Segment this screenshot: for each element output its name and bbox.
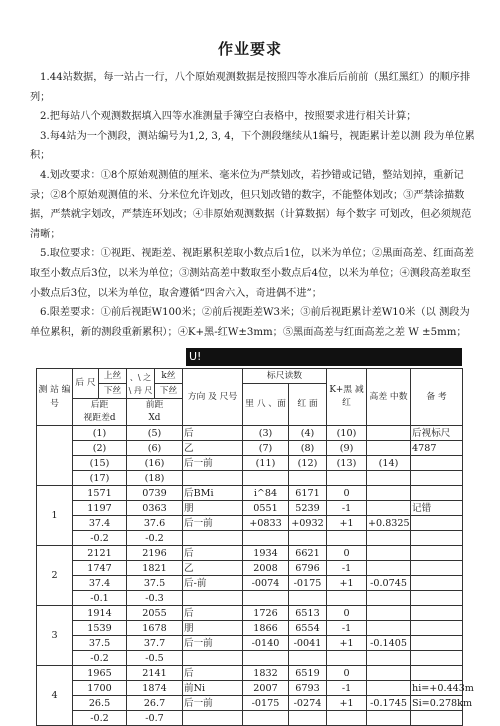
legend-red-reading: (4) — [289, 426, 327, 441]
station-1-k-check: -1 — [327, 501, 367, 516]
station-4-height-mean — [367, 711, 411, 726]
station-number: 1 — [37, 486, 73, 546]
station-2-k-check: -1 — [327, 561, 367, 576]
legend-back-dist: (1) — [73, 426, 127, 441]
station-4-height-mean — [367, 666, 411, 681]
legend-direction: 乙 — [183, 441, 243, 456]
station-1-black-reading: +0833 — [243, 516, 289, 531]
station-2-red-reading: 6621 — [289, 546, 327, 561]
table-row — [37, 561, 463, 576]
station-number: 3 — [37, 606, 73, 666]
header-front-dist — [127, 399, 183, 426]
station-2-direction: 后 — [183, 546, 243, 561]
station-1-height-mean: +0.8325 — [368, 517, 410, 529]
legend-remark — [411, 456, 463, 471]
station-4-remark: hi=+0.443m — [412, 682, 474, 694]
header-remarks: 备 考 — [411, 369, 463, 426]
station-4-remark: Si=0.278km — [412, 697, 473, 709]
legend-direction: 后 — [183, 426, 243, 441]
table-row — [37, 606, 463, 621]
station-4-red-reading: 6793 — [289, 681, 327, 696]
table-row — [37, 576, 463, 591]
station-1-front-dist: 0363 — [127, 501, 183, 516]
station-1-height-mean — [367, 531, 411, 546]
header-height-diff-mean: 高差 中数 — [367, 369, 411, 426]
legend-back-dist: (15) — [73, 456, 127, 471]
station-1-direction — [183, 531, 243, 546]
legend-k-check — [327, 471, 367, 486]
station-2-red-reading — [289, 591, 327, 606]
station-3-direction: 后一前 — [183, 636, 243, 651]
station-4-remark — [411, 666, 463, 681]
station-3-k-check: 0 — [327, 606, 367, 621]
station-1-direction: 朋 — [183, 501, 243, 516]
table-row — [37, 681, 463, 696]
header-sum-d-label: Xd — [148, 413, 161, 423]
requirement-5: 5.取位要求：①视距、视距差、视距累积差取小数点后1位，以米为单位；②黑面高差、红面高差取至小数点后3位，以米为单位；③测站高差中数取至小数点后4位，以米为单位；④测段高差取至小数点后3位，以米为单位，取舍遵循“四舍六入，奇进偶不进”； — [30, 248, 474, 299]
table-body — [37, 426, 474, 726]
station-1-black-reading: 0551 — [243, 501, 289, 516]
station-2-height-mean — [367, 561, 411, 576]
station-1-front-dist: -0.2 — [127, 531, 183, 546]
station-3-black-reading: 1866 — [243, 621, 289, 636]
station-2-remark — [411, 576, 463, 591]
station-1-back-dist: 1197 — [73, 501, 127, 516]
station-3-direction — [183, 651, 243, 666]
header-back-ruler: 后 尺 — [73, 369, 99, 399]
page-title: 作业要求 — [217, 40, 282, 58]
station-4-red-reading: 6519 — [289, 666, 327, 681]
station-3-front-dist: -0.5 — [127, 651, 183, 666]
header-direction-ruler: 方向 及 尺号 — [183, 369, 243, 426]
table-row — [37, 516, 463, 531]
station-4-remark — [411, 711, 463, 726]
station-3-front-dist: 1678 — [127, 621, 183, 636]
requirement-1: 1.44站数据，每一站占一行，八个原始观测数据是按照四等水准后后前前（黑红黑红）的顺序排列； — [30, 72, 471, 103]
station-1-back-dist: -0.2 — [73, 531, 127, 546]
station-3-k-check: -1 — [327, 621, 367, 636]
station-2-direction — [183, 591, 243, 606]
station-2-k-check: +1 — [327, 576, 367, 591]
header-back-dist — [73, 399, 127, 426]
station-1-front-dist: 0739 — [127, 486, 183, 501]
station-3-k-check: +1 — [327, 636, 367, 651]
station-2-remark — [411, 546, 463, 561]
station-4-back-dist: 1965 — [73, 666, 127, 681]
requirement-3: 3.每4站为一个测段，测站编号为1,2, 3, 4，下个测段继续从1编号，视距累计差以测 段为单位累积； — [30, 130, 475, 162]
legend-back-dist: (17) — [73, 471, 127, 486]
legend-height-mean — [367, 441, 411, 456]
station-4-red-reading: -0274 — [289, 696, 327, 711]
station-3-height-mean — [367, 651, 411, 666]
station-3-black-reading — [243, 651, 289, 666]
station-2-direction: 后-前 — [183, 576, 243, 591]
table-row — [37, 531, 463, 546]
station-2-height-mean: -0.0745 — [367, 576, 411, 591]
station-4-front-dist: -0.7 — [127, 711, 183, 726]
station-2-front-dist: 1821 — [127, 561, 183, 576]
station-2-back-dist: 37.4 — [73, 576, 127, 591]
station-1-back-dist: 1571 — [73, 486, 127, 501]
legend-front-dist: (5) — [127, 426, 183, 441]
requirement-4: 4.划改要求：①8个原始观测值的厘米、毫米位为严禁划改，若抄错或记错，整站划掉，重新记录；②8个原始观测值的米、分米位允许划改，但只划改错的数字，不能整体划改；③严禁涂描数据，严禁就字划改，严禁连环划改；④非原始观测数据（计算数据）每个数字 可划改，但必须规范清晰； — [30, 169, 472, 240]
station-3-height-mean — [367, 606, 411, 621]
station-1-black-reading: i^84 — [243, 486, 289, 501]
station-1-red-reading: +0932 — [289, 516, 327, 531]
station-4-direction: 前Ni — [183, 681, 243, 696]
station-2-direction: 乙 — [183, 561, 243, 576]
legend-red-reading: (8) — [289, 441, 327, 456]
station-2-k-check — [327, 591, 367, 606]
legend-height-mean — [367, 471, 411, 486]
station-4-height-mean — [367, 681, 411, 696]
station-4-back-dist: 1700 — [73, 681, 127, 696]
station-2-remark — [411, 561, 463, 576]
station-1-front-dist: 37.6 — [127, 516, 183, 531]
legend-remark — [411, 471, 463, 486]
header-red-face: 红 面 — [289, 384, 327, 426]
header-ruler-reading: 标尺读数 — [243, 369, 327, 384]
station-4-k-check: +1 — [327, 696, 367, 711]
legend-k-check: (13) — [327, 456, 367, 471]
table-row — [37, 591, 463, 606]
header-upper-wire-1: 上丝 — [99, 369, 127, 384]
station-2-height-mean — [367, 591, 411, 606]
station-1-remark — [411, 531, 463, 546]
station-number: 4 — [37, 666, 73, 726]
legend-front-dist: (6) — [127, 441, 183, 456]
requirements-list — [30, 68, 476, 342]
legend-k-check: (9) — [327, 441, 367, 456]
legend-red-reading — [289, 471, 327, 486]
station-4-front-dist: 1874 — [127, 681, 183, 696]
station-4-k-check — [327, 711, 367, 726]
station-2-back-dist: -0.1 — [73, 591, 127, 606]
station-4-black-reading — [243, 711, 289, 726]
station-2-k-check: 0 — [327, 546, 367, 561]
station-2-back-dist: 1747 — [73, 561, 127, 576]
station-3-back-dist: 37.5 — [73, 636, 127, 651]
station-3-remark — [411, 651, 463, 666]
table-header — [37, 369, 463, 426]
header-k-wire: k丝 — [155, 369, 183, 384]
table-row — [37, 471, 463, 486]
station-1-k-check: 0 — [327, 486, 367, 501]
station-2-front-dist: 37.5 — [127, 576, 183, 591]
station-1-height-mean — [367, 486, 411, 501]
station-3-black-reading: -0140 — [243, 636, 289, 651]
station-4-back-dist: 26.5 — [73, 696, 127, 711]
station-4-black-reading: 2007 — [243, 681, 289, 696]
station-3-back-dist: -0.2 — [73, 651, 127, 666]
station-4-red-reading — [289, 711, 327, 726]
table-row — [37, 426, 463, 441]
station-3-black-reading: 1726 — [243, 606, 289, 621]
legend-height-mean: (14) — [367, 456, 411, 471]
station-1-height-mean — [367, 501, 411, 516]
station-2-black-reading: -0074 — [243, 576, 289, 591]
table-row — [37, 546, 463, 561]
station-4-direction: 后一前 — [183, 696, 243, 711]
station-2-black-reading — [243, 591, 289, 606]
legend-red-reading: (12) — [289, 456, 327, 471]
header-back-dist-label: 后距 — [90, 400, 109, 410]
leveling-record-table — [36, 368, 474, 726]
legend-front-dist: (18) — [127, 471, 183, 486]
legend-black-reading: (3) — [243, 426, 289, 441]
header-k-black-minus-red: K+黑 减 红 — [327, 369, 367, 426]
station-3-front-dist: 2055 — [127, 606, 183, 621]
station-number — [37, 426, 73, 486]
header-lower-wire-1: 下丝 — [99, 384, 127, 399]
station-3-remark — [411, 606, 463, 621]
station-3-k-check — [327, 651, 367, 666]
station-3-height-mean — [367, 621, 411, 636]
station-3-remark — [411, 636, 463, 651]
station-3-red-reading: 6513 — [289, 606, 327, 621]
table-row — [37, 666, 463, 681]
legend-black-reading: (7) — [243, 441, 289, 456]
station-3-back-dist: 1914 — [73, 606, 127, 621]
station-1-direction: 后BMi — [183, 486, 243, 501]
station-3-remark — [411, 621, 463, 636]
station-1-k-check — [327, 531, 367, 546]
station-4-direction: 后 — [183, 666, 243, 681]
station-3-height-mean: -0.1405 — [367, 636, 411, 651]
station-number: 2 — [37, 546, 73, 606]
header-front-ruler: 、\ 之 \ 丹 尺 — [127, 369, 155, 399]
station-2-front-dist: -0.3 — [127, 591, 183, 606]
station-3-direction: 朋 — [183, 621, 243, 636]
station-3-direction: 后 — [183, 606, 243, 621]
station-4-black-reading: -0175 — [243, 696, 289, 711]
station-4-back-dist: -0.2 — [73, 711, 127, 726]
table-row — [37, 636, 463, 651]
table-row — [37, 486, 463, 501]
station-2-height-mean — [367, 546, 411, 561]
legend-height-mean — [367, 426, 411, 441]
station-3-red-reading: 6554 — [289, 621, 327, 636]
header-station-no: 测 站 编 号 — [37, 369, 73, 426]
station-1-remark — [411, 516, 463, 531]
header-sight-diff-label: 视距差d — [83, 413, 116, 423]
station-4-k-check: -1 — [327, 681, 367, 696]
station-2-red-reading: 6796 — [289, 561, 327, 576]
station-2-black-reading: 2008 — [243, 561, 289, 576]
legend-remark: 后视标尺 — [411, 426, 463, 441]
station-2-red-reading: -0175 — [289, 576, 327, 591]
header-lower-wire-2: 下丝 — [155, 384, 183, 399]
station-4-height-mean: -0.1745 — [367, 696, 411, 711]
station-3-red-reading — [289, 651, 327, 666]
station-3-red-reading: -0041 — [289, 636, 327, 651]
legend-black-reading — [243, 471, 289, 486]
requirement-2: 2.把每站八个观测数据填入四等水准测量手簿空白表格中，按照要求进行相关计算； — [40, 111, 417, 123]
station-1-red-reading: 5239 — [289, 501, 327, 516]
legend-direction — [183, 471, 243, 486]
table-row — [37, 456, 463, 471]
station-2-back-dist: 2121 — [73, 546, 127, 561]
station-4-front-dist: 26.7 — [127, 696, 183, 711]
station-4-black-reading: 1832 — [243, 666, 289, 681]
station-1-red-reading — [289, 531, 327, 546]
station-1-back-dist: 37.4 — [73, 516, 127, 531]
station-2-black-reading: 1934 — [243, 546, 289, 561]
table-row — [37, 696, 463, 711]
legend-remark: 4787 — [411, 441, 463, 456]
station-4-front-dist: 2141 — [127, 666, 183, 681]
station-1-direction: 后一前 — [183, 516, 243, 531]
legend-front-dist: (16) — [127, 456, 183, 471]
table-row — [37, 621, 463, 636]
station-3-back-dist: 1539 — [73, 621, 127, 636]
table-row — [37, 651, 463, 666]
station-1-k-check: +1 — [327, 516, 367, 531]
table-row — [37, 711, 463, 726]
station-4-k-check: 0 — [327, 666, 367, 681]
table-row — [37, 501, 463, 516]
table-title-bar: U! — [186, 348, 462, 366]
legend-back-dist: (2) — [73, 441, 127, 456]
legend-k-check: (10) — [327, 426, 367, 441]
station-1-remark — [411, 486, 463, 501]
requirement-6: 6.限差要求：①前后视距W100米；②前后视距差W3米；③前后视距累计差W10米（以 测段为单位累积，新的测段重新累积）；④K+黑-红W±3mm；⑤黑面高差与红面高差之差 W ±5mm； — [30, 307, 470, 338]
legend-black-reading: (11) — [243, 456, 289, 471]
station-1-black-reading — [243, 531, 289, 546]
station-3-front-dist: 37.7 — [127, 636, 183, 651]
station-2-remark — [411, 591, 463, 606]
station-2-front-dist: 2196 — [127, 546, 183, 561]
header-black-face: 里 八 、面 — [243, 384, 289, 426]
table-row — [37, 441, 463, 456]
legend-direction: 后一前 — [183, 456, 243, 471]
station-1-red-reading: 6171 — [289, 486, 327, 501]
header-front-dist-label: 前距 — [145, 400, 164, 410]
station-1-remark: 记错 — [411, 501, 463, 516]
station-4-direction — [183, 711, 243, 726]
